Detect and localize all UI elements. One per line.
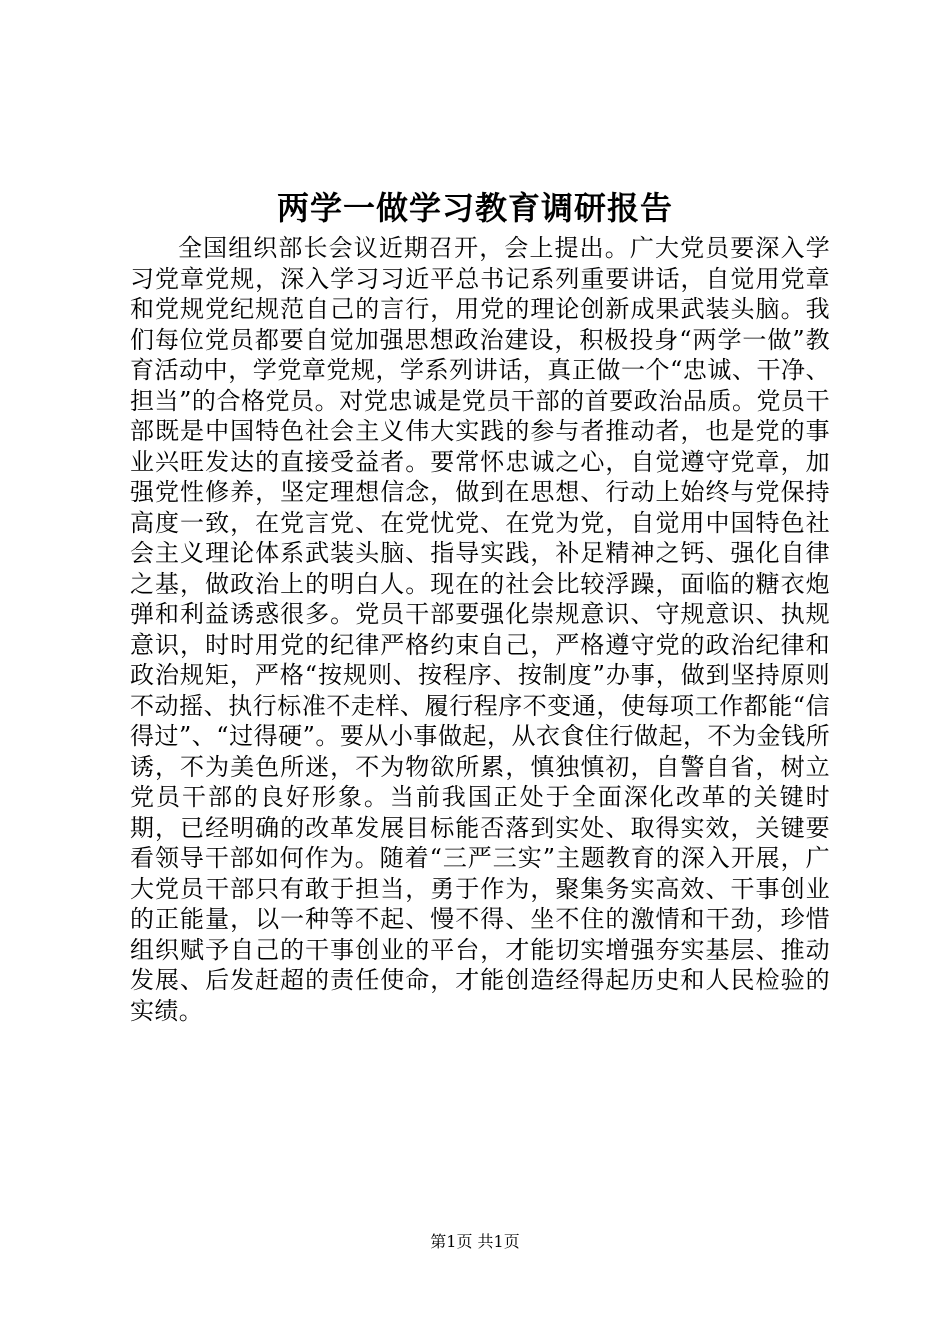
page-footer: 第1页 共1页 — [430, 1232, 520, 1251]
document-paragraph: 全国组织部长会议近期召开，会上提出。广大党员要深入学习党章党规，深入学习习近平总书记系列重要讲话，自觉用党章和党规党纪规范自己的言行，用党的理论创新成果武装头脑。我们每位党员都要自觉加强思想政治建设，积极投身“两学一做”教育活动中，学党章党规，学系列讲话，真正做一个“忠诚、干净、担当”的合格党员。对党忠诚是党员干部的首要政治品质。党员干部既是中国特色社会主义伟大实践的参与者推动者，也是党的事业兴旺发达的直接受益者。要常怀忠诚之心，自觉遵守党章，加强党性修养，坚定理想信念，做到在思想、行动上始终与党保持高度一致，在党言党、在党忧党、在党为党，自觉用中国特色社会主义理论体系武装头脑、指导实践，补足精神之钙、强化自律之基，做政治上的明白人。现在的社会比较浮躁，面临的糖衣炮弹和利益诱惑很多。党员干部要强化崇规意识、守规意识、执规意识，时时用党的纪律严格约束自己，严格遵守党的政治纪律和政治规矩，严格“按规则、按程序、按制度”办事，做到坚持原则不动摇、执行标准不走样、履行程序不变通，使每项工作都能“信得过”、“过得硬”。要从小事做起，从衣食住行做起，不为金钱所诱，不为美色所迷，不为物欲所累，慎独慎初，自警自省，树立党员干部的良好形象。当前我国正处于全面深化改革的关键时期，已经明确的改革发展目标能否落到实处、取得实效，关键要看领导干部如何作为。随着“三严三实”主题教育的深入开展，广大党员干部只有敢于担当，勇于作为，聚集务实高效、干事创业的正能量，以一种等不起、慢不得、坐不住的激情和干劲，珍惜组织赋予自己的干事创业的平台，才能切实增强夯实基层、推动发展、后发赶超的责任使命，才能创造经得起历史和人民检验的实绩。 — [130, 234, 830, 1025]
document-title: 两学一做学习教育调研报告 — [276, 189, 673, 227]
